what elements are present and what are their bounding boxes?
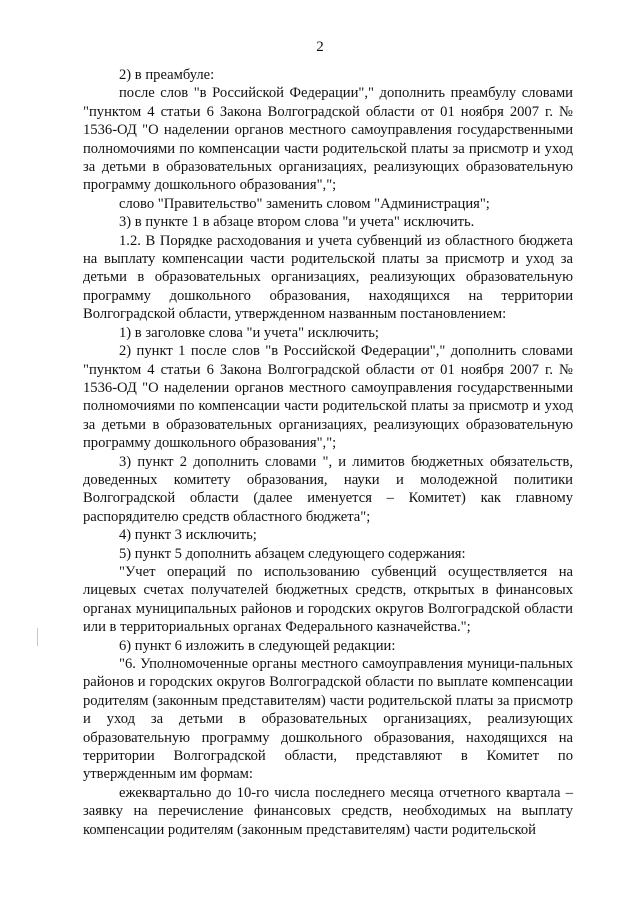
page-number: 2 — [316, 39, 324, 55]
paragraph-subitem-3: 3) пункт 2 дополнить словами ", и лимитов бюджетных обязательств, доведенных комитету образования, науки и молодежной политики Волгоградской области (далее именуется – Комитет) как главному распорядителю средств областного бюджета"; — [83, 453, 573, 525]
paragraph-word-replacement: слово "Правительство" заменить словом "Администрация"; — [119, 195, 490, 212]
paragraph-subitem-2: 2) пункт 1 после слов "в Российской Федерации"," дополнить словами "пунктом 4 статьи 6 Закона Волгоградской области от 01 ноября 2007 г. № 1536-ОД "О наделении органов местного самоуправления государственными полномочиями по компенсации части родительской платы за присмотр и уход за детьми в образовательных организациях, реализующих образовательную программу дошкольного образования","; — [83, 343, 573, 452]
paragraph-preamble-heading: 2) в преамбуле: — [119, 67, 215, 83]
paragraph-subitem-1: 1) в заголовке слова "и учета" исключить; — [119, 324, 379, 341]
paragraph-accounting-quote: "Учет операций по использованию субвенций осуществляется на лицевых счетах получателей бюджетных средств, открытых в финансовых органах муниципальных районов и городских округов Волгоградской области или в территориальных органах Федерального казначейства."; — [83, 563, 573, 636]
paragraph-section-1-2: 1.2. В Порядке расходования и учета субвенций из областного бюджета на выплату компенсации части родительской платы за присмотр и уход за детьми в образовательных организациях, реализующих образовательную программу дошкольного образования, находящихся на территории Волгоградской области, утвержденном названным постановлением: — [83, 232, 573, 323]
paragraph-quarterly-request: ежеквартально до 10-го числа последнего месяца отчетного квартала – заявку на перечисление финансовых средств, необходимых на выплату компенсации родителям (законным представителям) части родительской — [83, 784, 573, 838]
paragraph-item-6-text: "6. Уполномоченные органы местного самоуправления муници-пальных районов и городских округов Волгоградской области по выплате компенсации родителям (законным представителям) части родительской платы за присмотр и уход за детьми в образовательных организациях, реализующих образовательную программу дошкольного образования, находящихся на территории Волгоградской области, представляют в Комитет по утвержденным им формам: — [83, 656, 573, 783]
document-body — [83, 66, 573, 839]
paragraph-subitem-5: 5) пункт 5 дополнить абзацем следующего содержания: — [119, 545, 466, 562]
paragraph-item-3: 3) в пункте 1 в абзаце втором слова "и учета" исключить. — [119, 214, 475, 231]
scan-margin-mark — [37, 628, 38, 646]
paragraph-subitem-6: 6) пункт 6 изложить в следующей редакции: — [119, 637, 396, 654]
paragraph-subitem-4: 4) пункт 3 исключить; — [119, 527, 257, 544]
paragraph-preamble-addition: после слов "в Российской Федерации"," дополнить преамбулу словами "пунктом 4 статьи 6 Закона Волгоградской области от 01 ноября 2007 г. № 1536-ОД "О наделении органов местного самоуправления государственными полномочиями по компенсации части родительской платы за присмотр и уход за детьми в образовательных организациях, реализующих образовательную программу дошкольного образования","; — [83, 85, 573, 194]
